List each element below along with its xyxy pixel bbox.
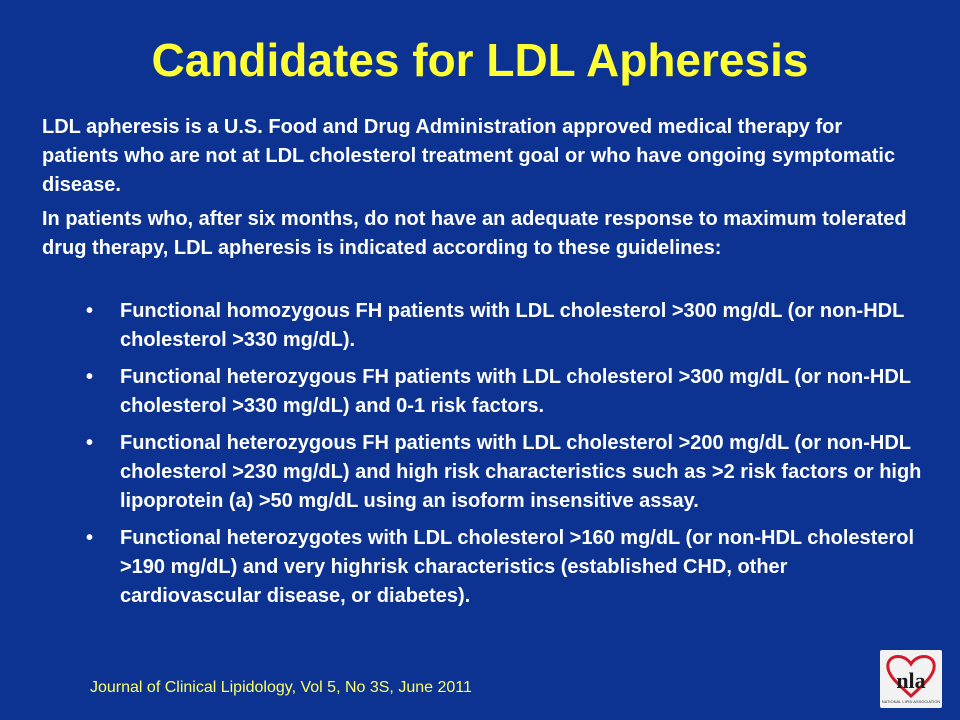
intro-paragraph: LDL apheresis is a U.S. Food and Drug Administration approved medical therapy for patients who are not at LDL cholesterol treatment goal or who have ongoing symptomatic disease. [42, 116, 896, 196]
bullet-item [84, 524, 924, 611]
bullet-text: Functional heterozygous FH patients with LDL cholesterol >300 mg/dL (or non-HDL cholesterol >330 mg/dL) and 0-1 risk factors. [120, 366, 911, 417]
bullet-item [84, 297, 924, 355]
slide-title: Candidates for LDL Apheresis [151, 34, 809, 86]
bullet-icon: • [86, 366, 94, 388]
guideline-bullet-list [84, 297, 924, 619]
bullet-text: Functional homozygous FH patients with LDL cholesterol >300 mg/dL (or non-HDL cholesterol >330 mg/dL). [120, 300, 904, 351]
guidelines-intro-paragraph: In patients who, after six months, do not have an adequate response to maximum tolerated drug therapy, LDL apheresis is indicated according to these guidelines: [42, 208, 907, 259]
logo-text: nla [896, 668, 926, 693]
bullet-icon: • [86, 432, 94, 454]
bullet-item [84, 429, 924, 516]
national-lipid-association-logo [880, 650, 942, 708]
citation-text: Journal of Clinical Lipidology, Vol 5, No 3S, June 2011 [90, 679, 472, 696]
bullet-text: Functional heterozygotes with LDL cholesterol >160 mg/dL (or non-HDL cholesterol >190 mg/dL) and very highrisk characteristics (established CHD, other cardiovascular disease, or diabetes). [120, 527, 914, 607]
bullet-icon: • [86, 300, 94, 322]
bullet-icon: • [86, 527, 94, 549]
bullet-item [84, 363, 924, 421]
logo-subtext: NATIONAL LIPID ASSOCIATION [881, 699, 941, 704]
bullet-text: Functional heterozygous FH patients with LDL cholesterol >200 mg/dL (or non-HDL cholesterol >230 mg/dL) and high risk characteristics such as >2 risk factors or high lipoprotein (a) >50 mg/dL using an isoform insensitive assay. [120, 432, 922, 512]
